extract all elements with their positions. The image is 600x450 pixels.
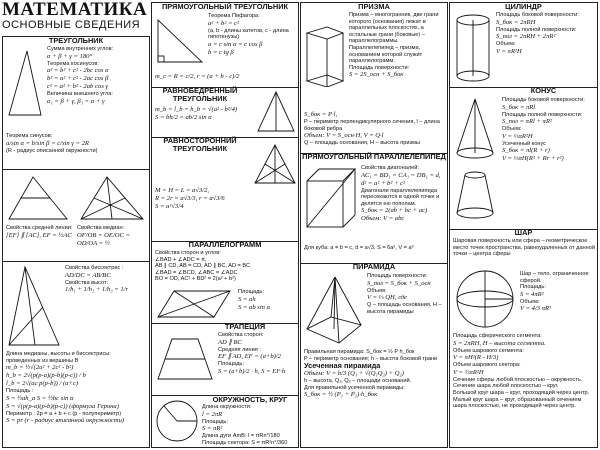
prism-area-label: Площадь поверхности: [349,64,410,71]
segment-area: S = 2πRH, H – высота сегмента. [453,339,546,347]
section-trapezoid [152,323,298,396]
cylinder-full-label: Площадь полной поверхности: [496,26,577,33]
prism-diagram [303,13,347,87]
cylinder-full: S_пол = 2πRH + 2πR² [496,33,556,41]
median-formula: OF/OB = OE/OC = OD/OA = ½ [77,231,131,247]
sphere-note-4: Малый круг шара – круг, образованный сечением шара плоскостью, не проходящей через центр. [453,396,582,410]
sphere-note-1: Сечение сферы любой плоскостью – окружность. [453,376,583,383]
section-circle [152,395,298,447]
truncated-cone-label: Усеченный конус [502,140,547,147]
circle-area-label: Площадь: [202,418,228,425]
cylinder-side-label: Площадь боковой поверхности: [496,12,579,18]
perimeter-formula: Периметр : 2p = a + b + c (p - полупериметр) [6,410,122,417]
area-label: Площадь : [6,388,34,395]
trapezoid-mid-label: Средняя линия : [218,346,261,353]
isosceles-formula-2: S = bh/2 = ab/2 sin α [155,114,212,121]
box-diagram [303,165,359,231]
right-formula-1: a = c sin α = c cos β [208,40,263,48]
column-triangle [2,36,150,448]
midline-label: Свойства средней линии: [6,225,73,231]
ball-definition: Шар – тело, ограниченное сферой. [520,271,589,284]
bisector-formula: AD/DC = AB/BC [65,271,111,279]
bisector-label: Свойства биссектрис : [65,265,124,271]
regular-pyramid-note: P – периметр основания; h – высота боковой грани [304,355,438,362]
sector-volume: V = ⅔πR²H [453,368,484,376]
truncated-cone-side: S_бок = πl(R + r) [502,147,550,155]
truncated-cone-volume: V = ⅓πH(R² + Rr + r²) [502,155,564,163]
ext-angle-formula: α₁ = β + γ, β₁ = α + γ [47,97,105,105]
page-header [2,0,150,34]
section-heading: ОКРУЖНОСТЬ, КРУГ [212,395,288,404]
sin-formula: a/sin α = b/sin β = c/sin γ = 2R [6,139,89,147]
trapezoid-mid: EF ∥ AD, EF = (a+b)/2 [218,353,281,361]
column-polyhedra [300,2,448,448]
pyramid-diagram [303,273,365,347]
cone-full: S_пол = πRl + πR² [502,118,552,126]
pyramid-volume-label: Объем: [367,287,387,294]
sin-note: (R - радиус описанной окружности) [6,147,98,154]
ext-angle-label: Величина внешнего угла: [47,91,113,98]
median-diagram [77,173,147,223]
trapezoid-props-label: Свойства сторон: [218,332,264,338]
section-heading: РАВНОСТОРОННИЙ ТРЕУГОЛЬНИК [163,136,237,153]
section-parallelogram [152,241,298,324]
trapezoid-area: S = (a+b)/2 · h, S = EF·h [218,367,286,375]
sector-volume-label: Объем шарового сектора: [453,362,521,369]
bisector-length-formula: l_b = 2√(ac p(p-b)) / (a+c) [6,380,79,388]
prism-side: S_бок = P·l, [304,111,338,118]
sphere-volume-label: Объем: [520,298,540,305]
isosceles-formula-1: m_b = l_b = h_b = √(a² - b²/4) [155,106,238,113]
area-formula: S = ½ah_a S = ½bc sin α [6,394,74,402]
section-right-triangle [152,3,298,88]
angles-label: Сумма внутренних углов: [47,46,114,52]
trapezoid-diagram [154,333,216,383]
cone-volume-label: Объем: [502,126,522,133]
parallelogram-props: ∠BAD + ∠ADC = π, AB ∥ CD, AB = CD, AD ∥ BC, AD = BC ∠BAD = ∠BCD, ∠ABC = ∠ADC BO = OD, AC² + BD² = 2(a² + b²) [155,256,251,283]
triangle-diagram [5,47,45,119]
prism-area: S = 2S_осн + S_бок [349,71,404,79]
height-length-formula: h_b = 2√(p(p-a)(p-b)(p-c)) / b [6,372,86,380]
sphere-volume: V = 4/3 πR³ [520,305,552,313]
trapezoid-props: AD ∥ BC [218,338,242,346]
cylinder-diagram [453,12,493,84]
box-volume: Объем: V = abc [361,215,405,223]
pyramid-volume: V = ⅓ QH, где [367,294,407,302]
circle-sector: Площадь сектора: S = πR²n°/360 [202,439,288,446]
section-heading: ПРИЗМА [358,2,390,11]
section-box [301,153,447,264]
lengths-note: проведенных из вершины B [6,357,79,364]
right-triangle-diagram [154,14,206,66]
section-heading: ТРЕУГОЛЬНИК [48,36,104,45]
cylinder-volume: V = πR²H [496,47,522,55]
segment-volume-label: Объем шарового сегмента: [453,347,524,354]
section-heading: ШАР [514,228,533,237]
pythagoras-note: (a, b - длины катетов, c - длина гипотенузы) [208,27,289,41]
cube-formula: Для куба: a = b = c, d = a√3, S = 6a², V = a³ [304,245,414,251]
box-diagonal-label: Свойства диагоналей: [361,165,419,171]
parallelogram-area: S = ah S = ab sin α [238,295,271,311]
cone-volume: V = ⅓πR²H [502,132,533,140]
section-heading: РАВНОБЕДРЕННЫЙ ТРЕУГОЛЬНИК [162,86,238,103]
section-prism [301,3,447,154]
sphere-note-2: Сечение шара любой плоскостью – круг. [453,383,559,390]
page-title: МАТЕМАТИКА [2,0,148,20]
section-heading: КОНУС [530,86,557,95]
height-formula: 1/h₁ + 1/h₂ + 1/h₃ = 1/r [65,286,129,294]
heron-formula: S = √(p(p-a)(p-b)(p-c)) (формула Герона) [6,402,119,410]
segment-area-label: Площадь сферического сегмента: [453,333,542,339]
sphere-definition: Шаровая поверхность или сфера – геометрическое место точек пространства, равноудаленных от данной точки – центра сферы [453,238,595,258]
equilateral-diagram [252,141,298,187]
sphere-diagram [453,267,517,331]
section-pyramid [301,263,447,447]
section-heading: ПРЯМОУГОЛЬНЫЙ ПАРАЛЛЕЛЕПИПЕД [302,152,446,161]
equilateral-formula-3: S = a²√3/4 [155,203,184,210]
parallelogram-diagram [154,287,234,321]
segment-volume: V = πH²(R - H/3) [453,354,499,362]
height-label: Свойства высот: [65,279,109,286]
pythagoras-formula: a² + b² = c² [208,19,239,27]
box-diagonal: AC₁ = BD₁ = CA₁ = DB₁ = d, d² = a² + b² + c² [361,171,441,187]
section-heading: ПИРАМИДА [352,262,396,271]
section-heading: ПРЯМОУГОЛЬНЫЙ ТРЕУГОЛЬНИК [161,2,289,11]
lengths-label: Длина медианы, высоты и биссектрисы: [6,351,111,357]
prism-note: P – периметр перпендикулярного сечения, l – длина боковой ребра [304,119,440,132]
angles-formula: α + β + γ = 180° [47,52,93,60]
midline-formula: [EF] ∥ [AC], EF = ½AC [6,231,72,239]
box-area: S_бок = 2(ab + bc + ac) [361,207,428,215]
truncated-pyramid-regular: Для правильной усеченной пирамиды: [304,384,405,391]
bisector-diagram [5,263,63,349]
pyramid-area-label: Площадь поверхности: [367,273,428,279]
section-sphere [450,229,597,447]
midline-diagram [5,173,71,223]
truncated-pyramid-note: h – высота, Q₁, Q₂ – площади оснований. [304,378,412,385]
median-length-formula: m_b = ½√(2a² + 2c² - b²) [6,364,74,372]
parallelogram-area-label: Площадь: [238,289,264,295]
column-solids [449,2,598,448]
trapezoid-area-label: Площадь: [218,361,244,368]
circle-length-label: Длина окружности: [202,404,252,410]
cone-full-label: Площадь полной поверхности: [502,111,583,118]
cos-label: Теорема косинусов: [47,60,99,67]
cos-formula: a² = b² + c² - 2bc cos α b² = a² + c² - 2ac cos β c² = a² + b² - 2ab cos γ [47,67,109,91]
pyramid-volume-note: Q – площадь основания, H – высота пирамиды [367,302,442,315]
circle-area: S = πR² [202,425,223,433]
prism-volume: Объем: V = S_осн·H, V = Q·l [304,132,384,140]
section-triangle [3,37,149,170]
section-midline [3,169,149,262]
column-planimetry [151,2,299,448]
section-heading: ЦИЛИНДР [505,2,542,11]
truncated-pyramid-volume: Объем: V = h/3 (Q₁ + √(Q₁Q₂) + Q₂) [304,370,404,378]
page-subtitle: ОСНОВНЫЕ СВЕДЕНИЯ [2,19,141,31]
right-formula-3: m_c = R = c/2, r = (a + b - c)/2 [155,73,240,80]
section-heading: ТРАПЕЦИЯ [224,322,266,331]
section-heading: ПАРАЛЛЕЛОГРАММ [188,240,262,249]
circle-arc: Длина дуги AmB: l = πRn°/180 [202,433,280,440]
section-bisector [3,261,149,447]
regular-pyramid: Правильная пирамида: S_бок = ½ P h_бок [304,349,415,355]
parallelogram-props-label: Свойства сторон и углов: [155,250,221,256]
prism-volume-note: Q – площадь основания, H – высота призмы [304,140,420,147]
pyramid-area: S_пол = S_бок + S_осн [367,279,431,287]
prism-definition: Призма – многогранник, две грани которого (основания) лежат в параллельных плоскостях, а остальные грани (боковые) – параллелограммы. [349,12,439,45]
sphere-note-3: Большой круг шара – круг, проходящий через центр. [453,389,590,396]
section-cylinder [450,3,597,88]
cylinder-volume-label: Объем: [496,41,516,48]
cylinder-side: S_бок = 2πRH [496,18,536,26]
cone-side-label: Площадь боковой поверхности: [502,97,585,103]
right-formula-2: b = c tg β [208,48,234,56]
equilateral-formula-2: R = 2r = a√3/3, r = a√3/6 [155,195,225,202]
circle-diagram [154,398,200,444]
sphere-area-label: Площадь: [520,284,546,291]
pythagoras-label: Теорема Пифагора: [208,13,260,19]
truncated-pyramid-area: S_бок = ½ (P₁ + P₂)·h_бок [304,391,378,399]
circle-length: l = 2πR [202,410,223,418]
equilateral-formula-1: M = H = L = a√3/2, [155,187,210,194]
box-cross: Диагонали параллелепипеда пересекаются в одной точке и делятся ею пополам. [361,187,440,207]
section-cone [450,87,597,230]
cone-diagram [453,95,499,161]
section-isosceles [152,87,298,138]
cone-side: S_бок = πRl [502,103,536,111]
truncated-pyramid-heading: Усеченная пирамида [304,361,381,371]
truncated-cone-diagram [453,167,499,221]
median-label: Свойства медиан: [77,225,125,231]
sphere-area: S = 4πR² [520,290,544,298]
isosceles-diagram [254,89,298,135]
sin-label: Теорема синусов: [6,133,53,139]
section-equilateral [152,137,298,242]
inradius-formula: S = pr (r - радиус вписанной окружности) [6,417,125,425]
parallelepiped-definition: Параллелепипед – призма, основанием которой служит параллелограмм. [349,44,423,65]
